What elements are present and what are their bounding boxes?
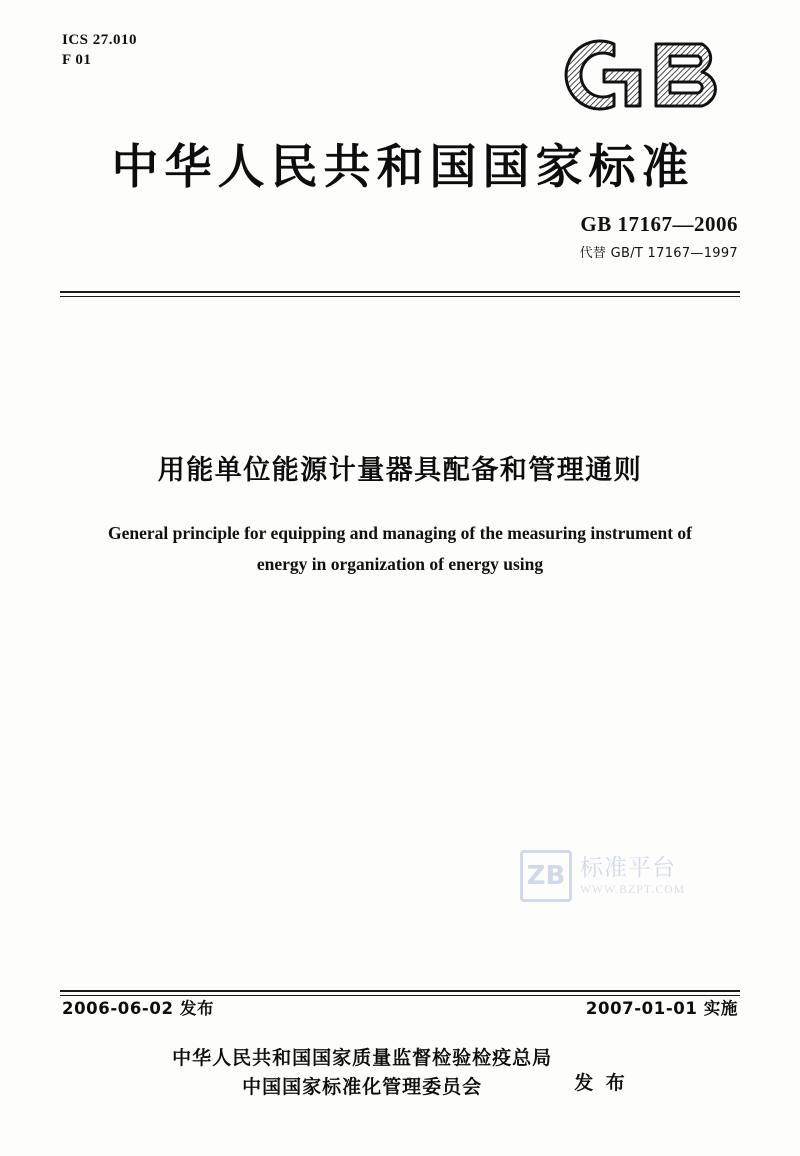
document-title-english-line2: energy in organization of energy using <box>256 553 544 574</box>
ics-classification-block <box>62 30 137 71</box>
national-standard-heading: 中华人民共和国国家标准 <box>111 140 695 195</box>
document-title-chinese: 用能单位能源计量器具配备和管理通则 <box>157 455 643 486</box>
gb-logo-icon <box>552 36 752 114</box>
issuer-line-2: 中国国家标准化管理委员会 <box>242 1076 483 1099</box>
watermark-text <box>580 856 685 896</box>
issuer-names <box>172 1044 552 1103</box>
standard-number-block <box>580 212 738 261</box>
watermark-name: 标准平台 <box>580 854 676 881</box>
standard-replaces: 代替 GB/T 17167—1997 <box>579 246 738 261</box>
standard-number: GB 17167—2006 <box>580 212 738 236</box>
watermark-url: WWW.BZPT.COM <box>580 884 686 897</box>
divider-top-thick <box>60 291 740 293</box>
divider-top-thin <box>60 296 740 297</box>
document-title-english-line1: General principle for equipping and managing of the measuring instrument of <box>107 523 693 543</box>
issuer-action-label: 发 布 <box>574 1071 628 1094</box>
issuer-line-1: 中华人民共和国国家质量监督检验检疫总局 <box>172 1047 553 1069</box>
classification-code: F 01 <box>62 52 92 69</box>
watermark-logo-icon: ZB <box>520 850 572 902</box>
watermark <box>520 850 685 902</box>
document-title-english <box>78 518 722 579</box>
implementation-date: 2007-01-01 实施 <box>585 999 738 1018</box>
ics-code: ICS 27.010 <box>62 32 138 48</box>
divider-footer-thick <box>60 990 740 992</box>
dates-row <box>62 995 738 1019</box>
issuing-organizations <box>0 1044 800 1103</box>
issue-date: 2006-06-02 发布 <box>62 999 215 1018</box>
